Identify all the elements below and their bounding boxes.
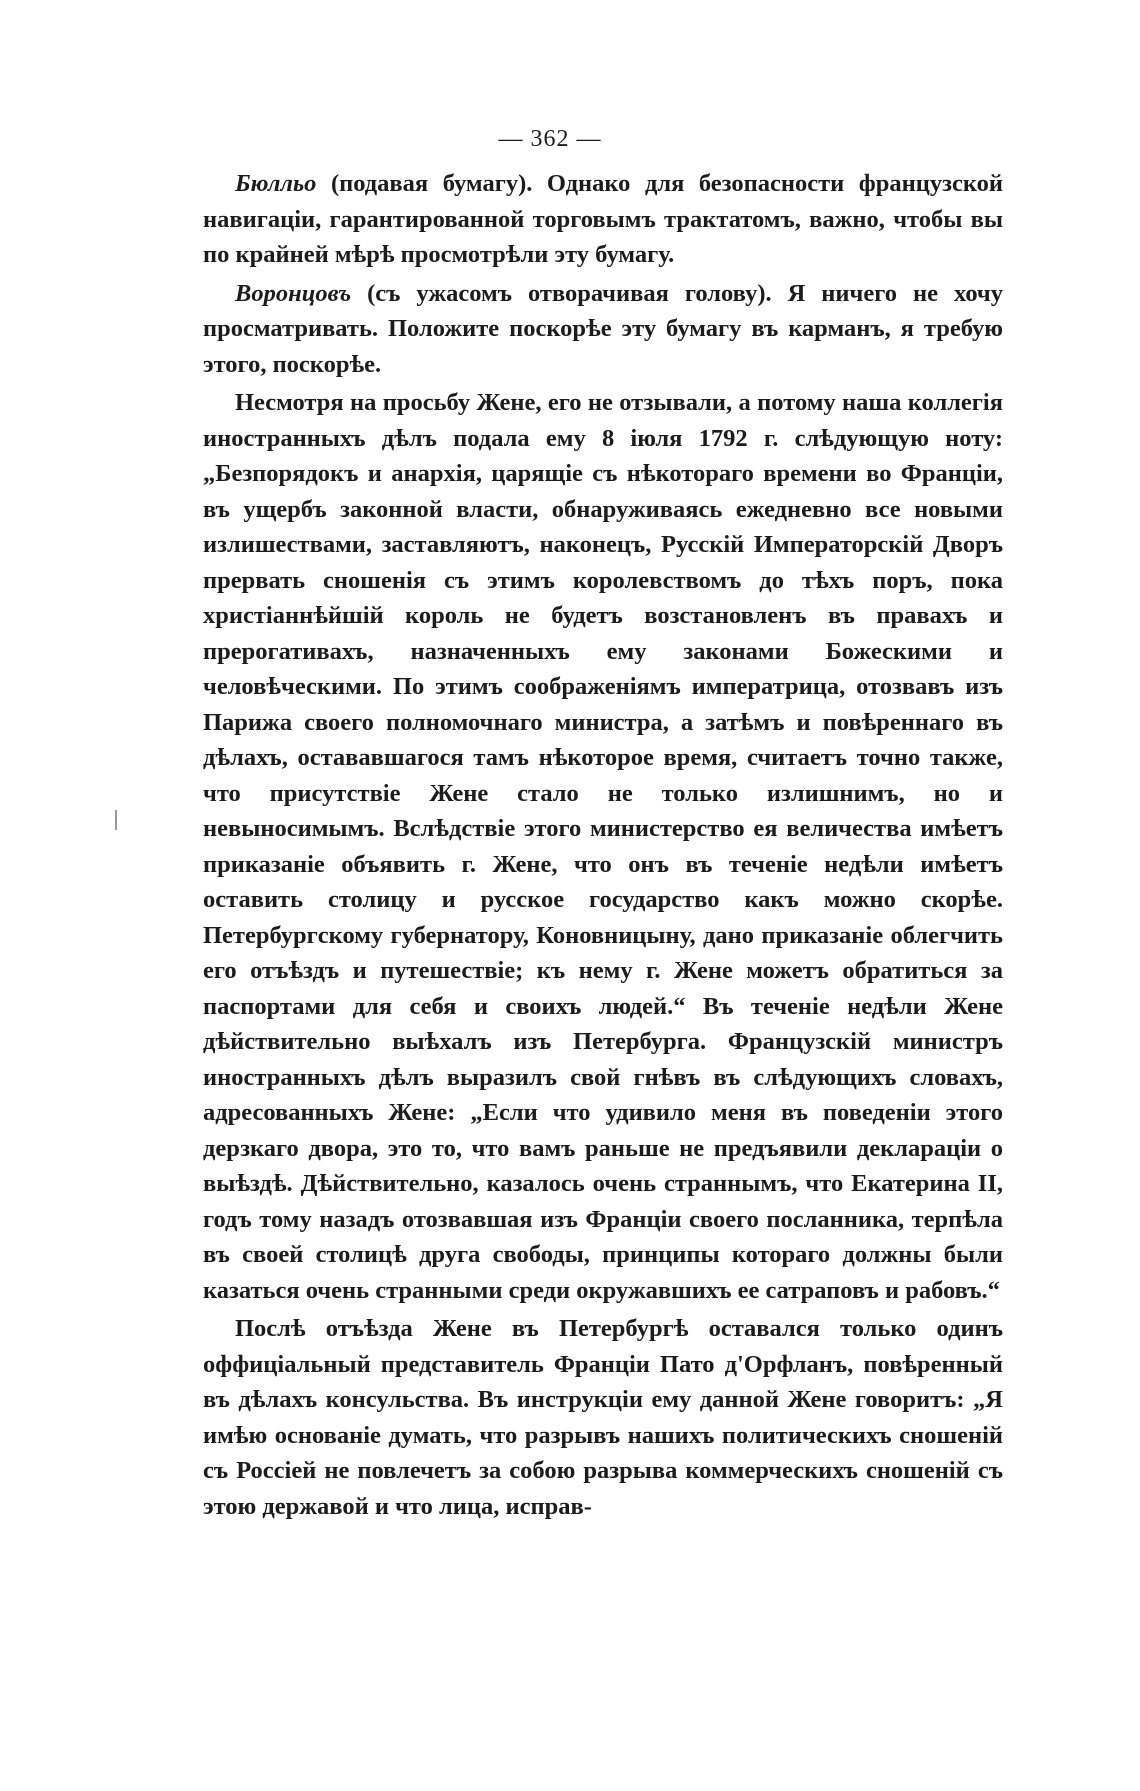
paragraph-text: Послѣ отъѣзда Жене въ Петербургѣ оставался только одинъ оффиціальный представитель Франціи Пато д'Орфланъ, повѣренный въ дѣлахъ консульства. Въ инструкціи ему данной Жене говоритъ: „Я имѣю основаніе думать, что разрывъ нашихъ политическихъ сношеній съ Россіей не повлечетъ за собою разрыва коммерческихъ сношеній съ этою державой и что лица, исправ-	[203, 1315, 1003, 1520]
paragraph-bulleau	[203, 166, 1003, 273]
body-text	[203, 166, 1003, 1527]
page-number: — 362 —	[498, 126, 602, 152]
paragraph-note	[203, 385, 1003, 1308]
paragraph-vorontsov	[203, 276, 1003, 383]
paragraph-text: (съ ужасомъ отворачивая голову). Я ничего не хочу просматривать. Положите поскорѣе эту бумагу въ карманъ, я требую этого, поскорѣе.	[203, 279, 1003, 378]
scan-mark	[115, 810, 117, 830]
paragraph-departure	[203, 1311, 1003, 1524]
speaker-name: Бюлльо	[235, 170, 317, 197]
speaker-name: Воронцовъ	[235, 279, 352, 307]
paragraph-text: Несмотря на просьбу Жене, его не отзывали, а потому наша коллегія иностранныхъ дѣлъ подала ему 8 іюля 1792 г. слѣдующую ноту: „Безпорядокъ и анархія, царящіе съ нѣкотораго времени во Франціи, въ ущербъ законной власти, обнаруживаясь ежедневно все новыми излишествами, заставляютъ, наконецъ, Русскій Императорскій Дворъ прервать сношенія съ этимъ королевствомъ до тѣхъ поръ, пока христіаннѣйшій король не будетъ возстановленъ въ правахъ и прерогативахъ, назначенныхъ ему законами Божескими и человѣческими. По этимъ соображеніямъ императрица, отозвавъ изъ Парижа своего полномочнаго министра, а затѣмъ и повѣреннаго въ дѣлахъ, остававшагося тамъ нѣкоторое время, считаетъ точно также, что присутствіе Жене стало не только излишнимъ, но и невыносимымъ. Вслѣдствіе этого министерство ея величества имѣетъ приказаніе объявить г. Жене, что онъ въ теченіе недѣли имѣетъ оставить столицу и русское государство какъ можно скорѣе. Петербургскому губернатору, Коновницыну, дано приказаніе облегчить его отъѣздъ и путешествіе; къ нему г. Жене можетъ обратиться за паспортами для себя и своихъ людей.“ Въ теченіе недѣли Жене дѣйствительно выѣхалъ изъ Петербурга. Французскій министръ иностранныхъ дѣлъ выразилъ свой гнѣвъ въ слѣдующихъ словахъ, адресованныхъ Жене: „Если что удивило меня въ поведеніи этого дерзкаго двора, это то, что вамъ раньше не предъявили деклараціи о выѣздѣ. Дѣйствительно, казалось очень страннымъ, что Екатерина II, годъ тому назадъ отозвавшая изъ Франціи своего посланника, терпѣла въ своей столицѣ друга свободы, принципы котораго должны были казаться очень странными среди окружавшихъ ее сатраповъ и рабовъ.“	[203, 389, 1003, 1304]
paragraph-text: (подавая бумагу). Однако для безопасности французской навигаціи, гарантированной торговымъ трактатомъ, важно, чтобы вы по крайней мѣрѣ просмотрѣли эту бумагу.	[203, 170, 1003, 268]
